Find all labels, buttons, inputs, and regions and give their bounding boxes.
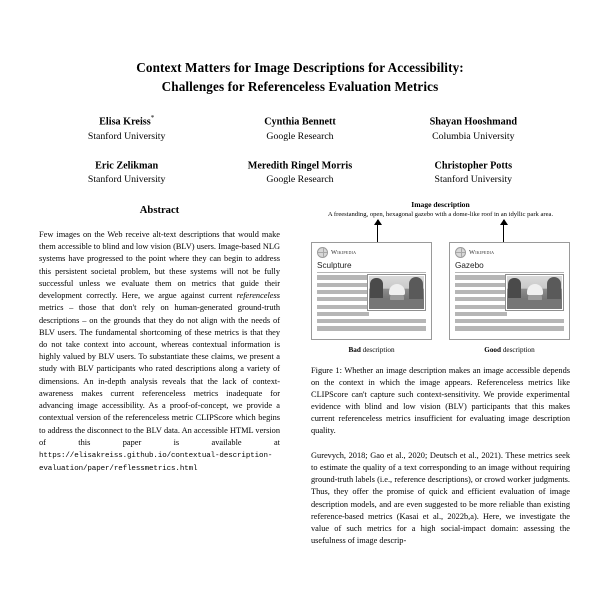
right-column-body-text: Gurevych, 2018; Gao et al., 2020; Deutsch et al., 2021). These metrics seek to estimate the quality of a text corresponding to an image without requiring ground-truth labels (i.e., reference descriptions), or crowd worker judgments. Thus, they offer the promise of quick and efficient evaluation of image description models, and are even suggested to be more reliable than existing reference-based metrics (Kasai et al., 2022b,a). Here, we investigate the value of such metrics for a high social-impact domain: assessing the usefulness of image descrip- [311,450,570,546]
figure-1 [311,200,570,437]
wikipedia-header [455,247,564,258]
author-name-text: Cynthia Bennett [264,116,336,128]
text-placeholder-bar [317,305,369,309]
author-name [213,157,386,174]
figure-description-title: Image description [411,200,470,209]
thumbnail-gazebo [389,284,405,295]
thumbnail-gazebo [527,284,543,295]
thumbnail-tree-left [370,278,383,298]
thumbnail-tree-right [409,277,423,299]
text-placeholder-bar [455,290,507,294]
figure-caption: Figure 1: Whether an image description makes an image accessible depends on the context in which the image appears. Referenceless metrics like CLIPScore can't capture such context-sensitivity. We provide experimental evidence with blind and low vision (BLV) participants that this makes current referenceless metrics insufficient for evaluating image description quality. [311,365,570,435]
abstract-text [30,229,289,475]
text-placeholder-bar [317,326,426,330]
body-columns [0,200,600,600]
figure-description-text: A freestanding, open, hexagonal gazebo with a dome-like roof in an idyllic park area. [327,211,554,218]
abstract-part-2: metrics – those that don't rely on human-generated ground-truth descriptions – on the grounds that they do not align with the needs of BLV users. The fundamental shortcoming of these metrics is that they do not take context into account, whereas contextual information is highly valued by BLV users. To substantiate these claims, we present a study with BLV participants who rated descriptions along a variety of dimensions. An in-depth analysis reveals that the lack of context-awareness makes current referenceless metrics inadequate for advancing image accessibility. As a proof-of-concept, we provide a contextual version of the referenceless metric CLIPScore which begins to address the disconnect to the BLV data. An accessible HTML version of this paper is available at [39,303,280,447]
author-row-1 [40,113,560,144]
author-entry [40,157,213,188]
text-placeholder-bar [455,275,507,279]
author-name-text: Christopher Potts [434,160,513,172]
wikipedia-wordmark: Wikipedia [469,248,495,256]
author-affiliation: Columbia University [432,130,515,142]
wikipedia-mock-page [449,242,570,340]
title-block [0,0,600,96]
text-placeholder-bar [455,305,507,309]
author-name-text: Elisa Kreiss [99,116,151,128]
figure-panels [311,242,570,354]
author-entry [387,113,560,144]
author-entry [213,157,386,188]
author-affiliation: Stanford University [434,174,513,186]
arrow-up-icon [503,220,504,242]
author-name-text: Eric Zelikman [95,160,159,172]
left-column [30,200,289,600]
figure-panel-good [449,242,570,354]
wikipedia-header [317,247,426,258]
title-line-2: Challenges for Referenceless Evaluation Metrics [161,79,439,95]
article-title: Sculpture [317,260,352,270]
panel-caption-bad [311,346,432,354]
article-thumbnail-image [506,275,563,310]
text-placeholder-bar [455,297,507,301]
text-placeholder-bar [317,290,369,294]
author-name [387,113,560,130]
thumbnail-tree-left [508,278,521,298]
article-thumbnail-image [368,275,425,310]
panel-quality-suffix: description [360,345,395,354]
thumbnail-ground [507,298,562,309]
text-placeholder-bar [317,312,369,316]
article-content [455,275,564,330]
text-placeholder-bar [455,283,507,287]
wikipedia-globe-icon [317,247,328,258]
title-line-1: Context Matters for Image Descriptions for Accessibility: [136,60,464,75]
author-name [387,157,560,174]
author-name [40,157,213,174]
text-placeholder-bar [317,275,369,279]
panel-quality-suffix: description [501,345,535,354]
right-column [311,200,570,600]
paper-url[interactable]: https://elisakreiss.github.io/contextual-description-evaluation/paper/reflessmetrics.html [39,451,273,473]
article-content [317,275,426,330]
abstract-italic-term: referenceless [236,291,280,301]
thumbnail-ground [369,298,424,309]
author-name-text: Meredith Ringel Morris [247,160,353,172]
author-footnote-marker: * [150,114,155,123]
article-title: Gazebo [455,260,484,270]
text-placeholder-bar [455,319,564,323]
panel-caption-good [449,346,570,354]
author-name [40,113,213,130]
panel-quality-label: Good [484,345,502,354]
text-placeholder-bar [317,297,369,301]
thumbnail-tree-right [547,277,561,299]
text-placeholder-bar [317,319,426,323]
divider [317,272,426,273]
author-name-text: Shayan Hooshmand [429,116,518,128]
author-affiliation: Google Research [266,130,334,142]
figure-arrows [311,220,570,242]
text-placeholder-bar [317,283,369,287]
divider [455,272,564,273]
author-entry [40,113,213,144]
author-entry [213,113,386,144]
arrow-up-icon [377,220,378,242]
abstract-heading: Abstract [139,205,180,216]
author-block [0,113,600,188]
author-entry [387,157,560,188]
text-placeholder-bar [455,326,564,330]
panel-quality-label: Bad [348,345,361,354]
author-affiliation: Stanford University [87,130,166,142]
page-title [55,58,545,96]
text-placeholder-bar [455,312,507,316]
wikipedia-globe-icon [455,247,466,258]
wikipedia-mock-page [311,242,432,340]
wikipedia-wordmark: Wikipedia [331,248,357,256]
author-row-2 [40,157,560,188]
abstract-part-1: Few images on the Web receive alt-text descriptions that would make them accessible to blind and low vision (BLV) users. Image-based NLG systems have progressed to the point where they can begin to address this persistent societal problem, but these systems will not be fully successful unless we evaluate them on metrics that guide their development correctly. Here, we argue against current [39,230,280,301]
author-name [213,113,386,130]
author-affiliation: Stanford University [87,174,166,186]
author-affiliation: Google Research [266,174,334,186]
figure-panel-bad [311,242,432,354]
